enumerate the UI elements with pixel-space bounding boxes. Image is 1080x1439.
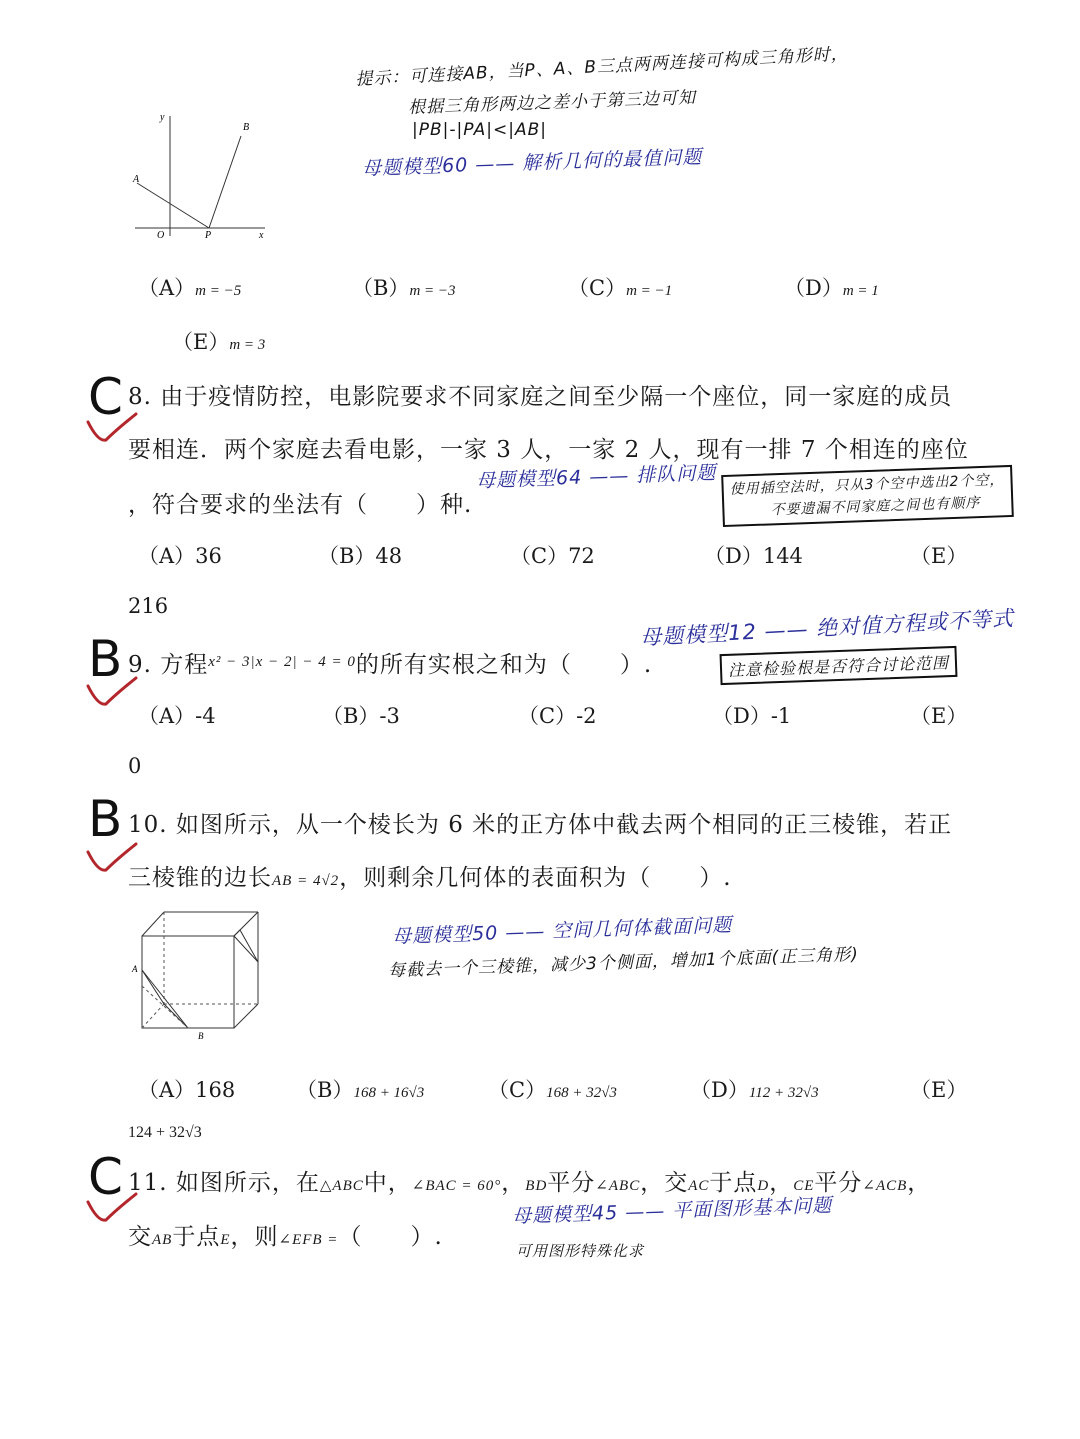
q7-option-a: （A）m = −5 bbox=[138, 276, 242, 300]
q7-option-b: （B）m = −3 bbox=[352, 276, 456, 300]
q8-model: 母题模型64 —— 排队问题 bbox=[475, 461, 717, 493]
q8-answer-mark: C bbox=[88, 368, 123, 426]
fig7-label-b: B bbox=[243, 122, 250, 133]
q10-line2: 三棱锥的边长AB = 4√2，则剩余几何体的表面积为（ ）. bbox=[128, 865, 732, 891]
cube-label-a: A bbox=[132, 964, 138, 974]
q10-option-d: （D）112 + 32√3 bbox=[690, 1078, 819, 1102]
q7-option-d: （D）m = 1 bbox=[784, 276, 879, 300]
q10-note: 每截去一个三棱锥，减少3个侧面，增加1个底面(正三角形) bbox=[387, 944, 860, 982]
q8-option-e-value: 216 bbox=[128, 594, 169, 618]
q9-option-d: （D）-1 bbox=[712, 704, 792, 728]
q10-option-e: （E） bbox=[910, 1078, 968, 1102]
q8-line2: 要相连．两个家庭去看电影，一家 3 人，一家 2 人，现有一排 7 个相连的座位 bbox=[128, 437, 969, 463]
q8-note-line2: 不要遗漏不同家庭之间也有顺序 bbox=[770, 495, 981, 519]
q9-option-e-value: 0 bbox=[128, 754, 142, 778]
coordinate-figure bbox=[125, 108, 275, 248]
q10-model: 母题模型50 —— 空间几何体截面问题 bbox=[391, 914, 733, 948]
q8-option-b: （B）48 bbox=[318, 544, 403, 568]
q10-line1: 10. 如图所示，从一个棱长为 6 米的正方体中截去两个相同的正三棱锥，若正 bbox=[128, 812, 953, 838]
hint7-line1: 提示：可连接AB，当P、A、B三点两两连接可构成三角形时， bbox=[354, 44, 850, 90]
q11-line2: 交AB于点E，则∠EFB =（ ）. bbox=[128, 1224, 443, 1250]
q9-option-c: （C）-2 bbox=[518, 704, 597, 728]
hint7-model: 母题模型60 —— 解析几何的最值问题 bbox=[361, 146, 703, 180]
fig7-label-a: A bbox=[133, 174, 140, 185]
q8-note-box bbox=[721, 465, 1013, 527]
q9-note: 注意检验根是否符合讨论范围 bbox=[720, 646, 958, 685]
q7-option-e: （E）m = 3 bbox=[172, 330, 266, 354]
hint7-line2: 根据三角形两边之差小于第三边可知 bbox=[407, 87, 697, 119]
q9-model: 母题模型12 —— 绝对值方程或不等式 bbox=[639, 606, 1015, 650]
q10-option-b: （B）168 + 16√3 bbox=[296, 1078, 425, 1102]
q10-option-c: （C）168 + 32√3 bbox=[488, 1078, 617, 1102]
q9-option-b: （B）-3 bbox=[322, 704, 400, 728]
fig7-label-o: O bbox=[157, 230, 165, 241]
q11-line1: 11. 如图所示，在△ABC中，∠BAC = 60°，BD平分∠ABC，交AC于点D，CE平分∠ACB， bbox=[128, 1170, 932, 1196]
fig7-label-y: y bbox=[160, 112, 165, 123]
q10-answer-mark: B bbox=[88, 790, 123, 848]
q9-line: 9. 方程$^{x^2 - 3|x - 2| - 4 = 0}$的所有实根之和为（ ）. bbox=[128, 652, 653, 678]
q9-answer-mark: B bbox=[88, 630, 123, 688]
q8-option-d: （D）144 bbox=[704, 544, 803, 568]
q8-option-a: （A）36 bbox=[138, 544, 222, 568]
q10-option-a: （A）168 bbox=[138, 1078, 236, 1102]
cube-label-b: B bbox=[198, 1031, 204, 1041]
fig7-label-p: P bbox=[205, 230, 212, 241]
q7-option-c: （C）m = −1 bbox=[568, 276, 673, 300]
q11-model: 母题模型45 —— 平面图形基本问题 bbox=[511, 1194, 833, 1228]
q8-option-e: （E） bbox=[910, 544, 968, 568]
q11-answer-mark: C bbox=[88, 1148, 123, 1206]
cube-figure bbox=[128, 906, 268, 1042]
hint7-line3: |PB|-|PA|<|AB| bbox=[412, 120, 547, 140]
q8-option-c: （C）72 bbox=[510, 544, 595, 568]
q8-note-line1: 使用插空法时，只从3个空中选出2个空， bbox=[729, 472, 1005, 498]
fig7-label-x: x bbox=[259, 230, 264, 241]
q11-note: 可用图形特殊化求 bbox=[516, 1242, 645, 1260]
q9-option-e: （E） bbox=[910, 704, 968, 728]
q8-line1: 8. 由于疫情防控，电影院要求不同家庭之间至少隔一个座位，同一家庭的成员 bbox=[128, 384, 953, 410]
q8-line3: ，符合要求的坐法有（ ）种. bbox=[128, 492, 473, 518]
q10-option-e-value: 124 + 32√3 bbox=[128, 1124, 202, 1141]
q9-option-a: （A）-4 bbox=[138, 704, 216, 728]
